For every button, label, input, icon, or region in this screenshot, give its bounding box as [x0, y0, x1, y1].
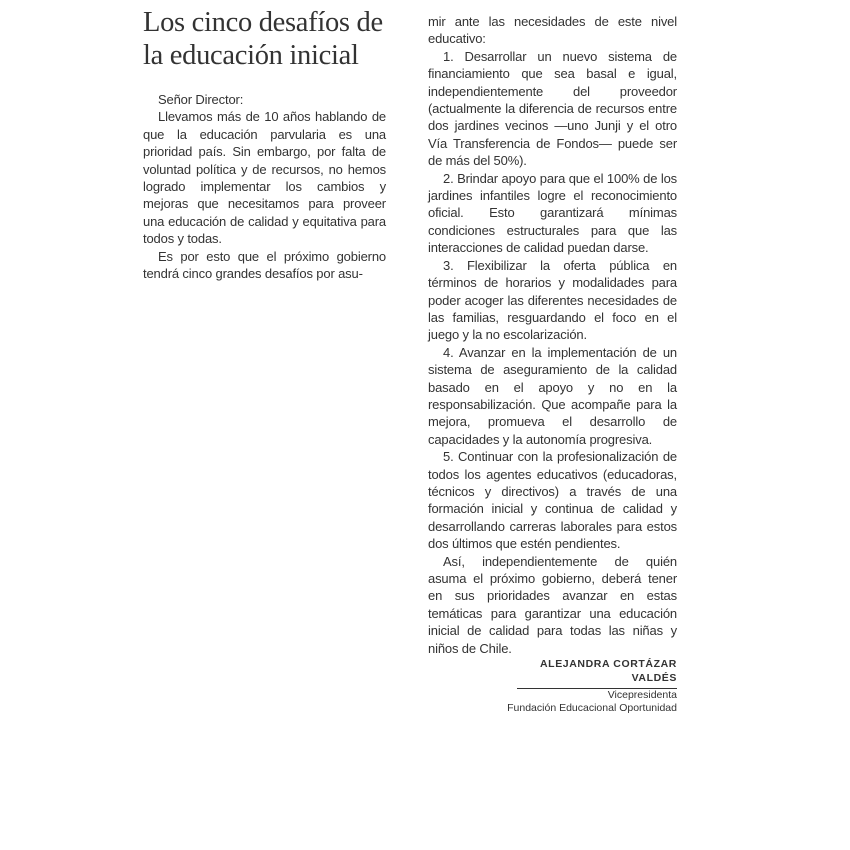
author-role: Vicepresidenta [607, 689, 677, 701]
closing-paragraph: Así, independientemente de quién asuma el próximo gobierno, deberá tener en sus prioridades avanzar en estas temáticas para garantizar una educación inicial de calidad para todas las niñas y niños de Chile. [428, 553, 677, 656]
author-name: ALEJANDRA CORTÁZAR VALDÉS [517, 657, 677, 689]
author-organization: Fundación Educacional Oportunidad [507, 702, 677, 714]
paragraph-continuation: mir ante las necesidades de este nivel educativo: [428, 14, 677, 47]
article-column-1 [143, 91, 386, 282]
salutation: Señor Director: [158, 92, 244, 107]
challenge-item-1: 1. Desarrollar un nuevo sistema de financiamiento que sea basal e igual, independientemente del proveedor (actualmente la diferencia de recursos entre dos jardines vecinos —uno Junji y el otro Vía Transferencia de Fondos— puede ser de más del 50%). [428, 48, 677, 169]
article-column-2 [428, 13, 677, 657]
article-title: Los cinco desafíos de la educación inicial [143, 7, 383, 71]
paragraph: Llevamos más de 10 años hablando de que la educación parvularia es una prioridad país. Sin embargo, por falta de voluntad política y de recursos, no hemos logrado implementar los cambios y mejoras que necesitamos para proveer una educación de calidad y equitativa para todos y todas. [143, 109, 386, 247]
challenge-item-3: 3. Flexibilizar la oferta pública en términos de horarios y modalidades para poder acoger las diferentes necesidades de las familias, resguardando el foco en el juego y la no escolarización. [428, 257, 677, 343]
challenge-item-4: 4. Avanzar en la implementación de un sistema de aseguramiento de la calidad basado en el apoyo y no en la responsabilización. Que acompañe para la mejora, promueva el desarrollo de capacidades y la autonomía progresiva. [428, 344, 677, 447]
signature-block [428, 657, 677, 715]
challenge-item-2: 2. Brindar apoyo para que el 100% de los jardines infantiles logre el reconocimiento oficial. Esto garantizará mínimas condiciones estructurales para que las interacciones de calidad puedan darse. [428, 170, 677, 256]
challenge-item-5: 5. Continuar con la profesionalización de todos los agentes educativos (educadoras, técnicos y directivos) a través de una formación inicial y continua de calidad y desarrollando carreras laborales para estos dos últimos que estén pendientes. [428, 449, 677, 552]
paragraph: Es por esto que el próximo gobierno tendrá cinco grandes desafíos por asu- [143, 248, 386, 282]
